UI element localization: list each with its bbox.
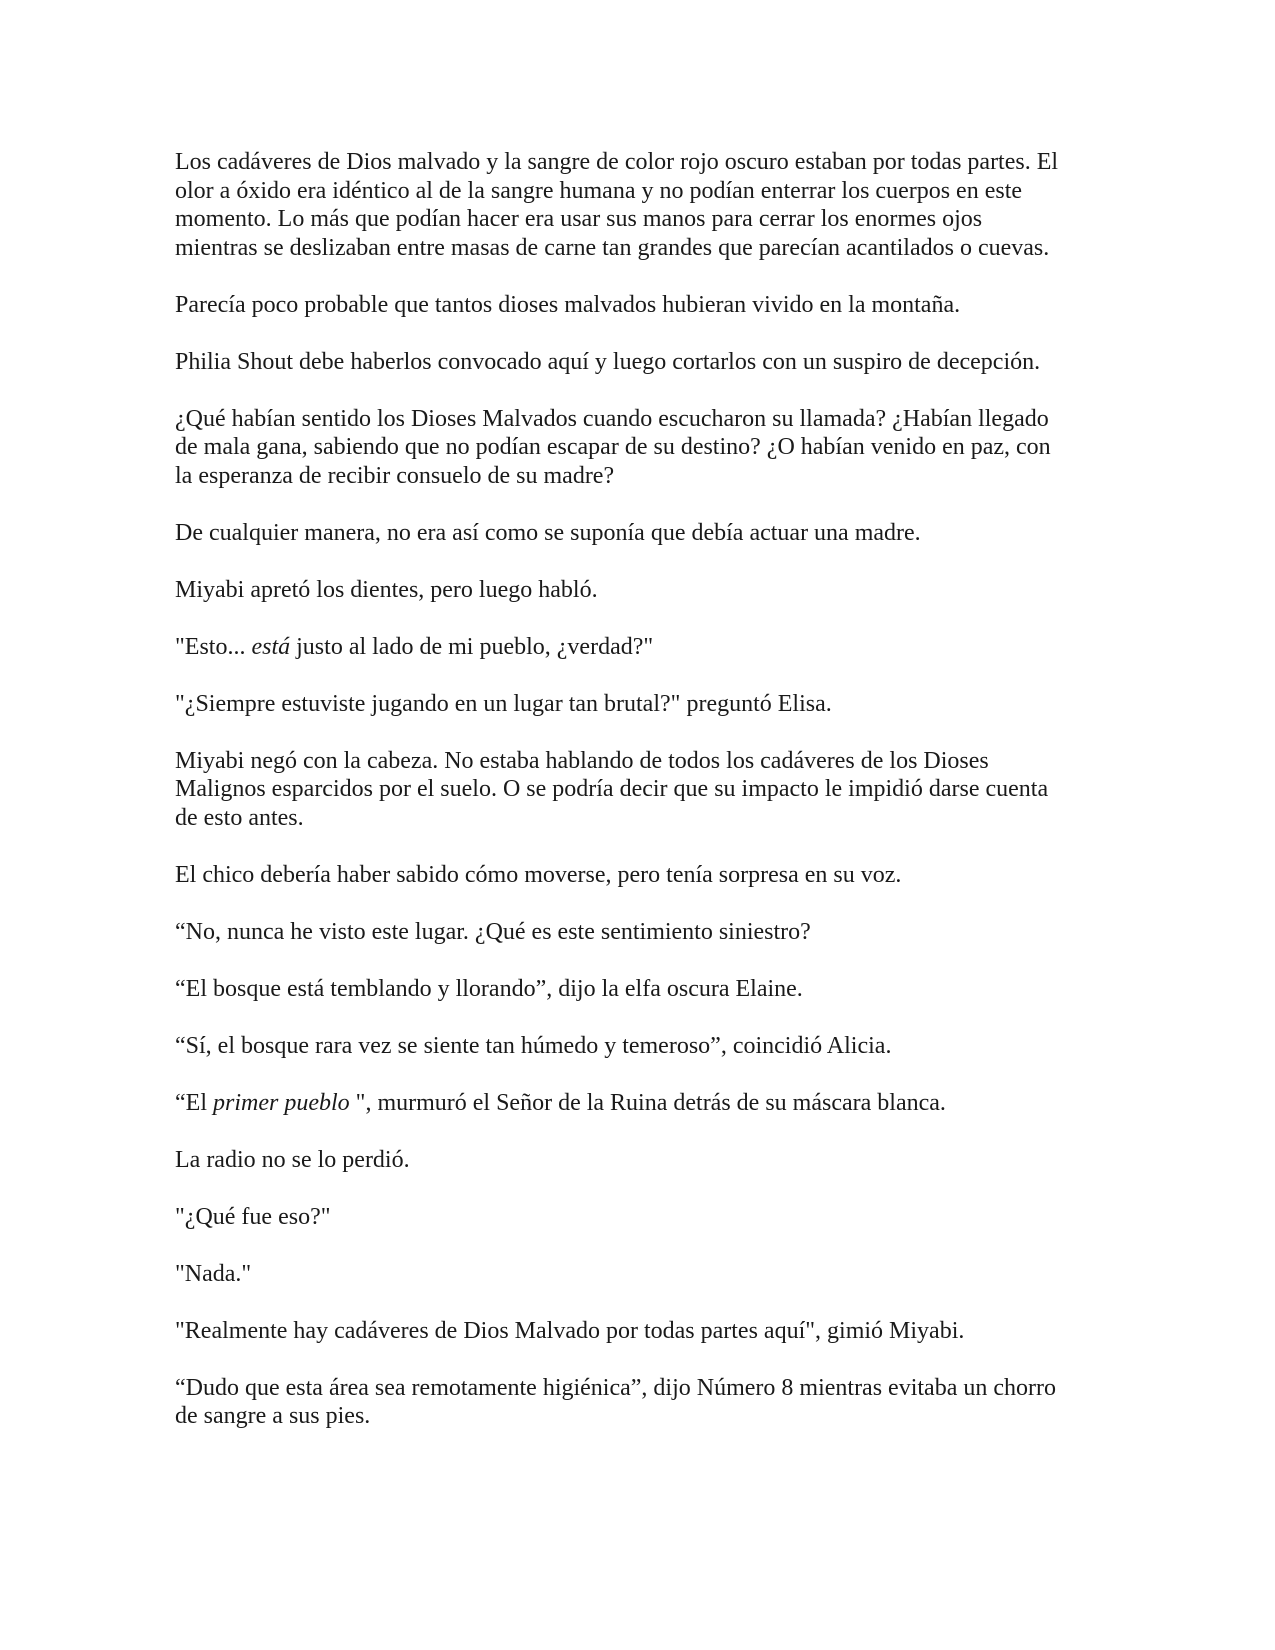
text-line: de esto antes.: [175, 804, 304, 831]
text-line: “El primer pueblo ", murmuró el Señor de la Ruina detrás de su máscara blanca.: [175, 1089, 946, 1116]
text-line: Philia Shout debe haberlos convocado aquí y luego cortarlos con un suspiro de decepción.: [175, 348, 1041, 375]
paragraph: [175, 975, 1105, 1004]
paragraph: [175, 1089, 1105, 1118]
text-line: El chico debería haber sabido cómo moverse, pero tenía sorpresa en su voz.: [175, 861, 902, 888]
paragraph: [175, 519, 1105, 548]
paragraph: [175, 1203, 1105, 1232]
paragraph: [175, 1146, 1105, 1175]
paragraph: [175, 633, 1105, 662]
paragraph: [175, 1260, 1105, 1289]
italic-text: primer pueblo: [212, 1089, 350, 1116]
text-line: momento. Lo más que podían hacer era usar sus manos para cerrar los enormes ojos: [175, 206, 983, 232]
text-line: olor a óxido era idéntico al de la sangre humana y no podían enterrar los cuerpos en este: [175, 177, 1023, 204]
text-line: "Nada.": [175, 1260, 252, 1287]
italic-text: está: [251, 633, 291, 660]
text-line: "Esto... está justo al lado de mi pueblo, ¿verdad?": [175, 633, 654, 660]
paragraph: [175, 918, 1105, 947]
paragraph: [175, 861, 1105, 890]
paragraph: [175, 148, 1105, 262]
text-line: Malignos esparcidos por el suelo. O se podría decir que su impacto le impidió darse cuenta: [175, 776, 1049, 802]
text-line: de sangre a sus pies.: [175, 1403, 371, 1429]
document-page: [175, 148, 1105, 1459]
paragraph: [175, 1374, 1105, 1431]
paragraph: [175, 1032, 1105, 1061]
text-line: Miyabi negó con la cabeza. No estaba hablando de todos los cadáveres de los Dioses: [175, 747, 989, 774]
paragraph: [175, 1317, 1105, 1346]
text-line: Los cadáveres de Dios malvado y la sangre de color rojo oscuro estaban por todas partes. El: [175, 149, 1059, 175]
text-line: ¿Qué habían sentido los Dioses Malvados cuando escucharon su llamada? ¿Habían llegado: [175, 405, 1049, 432]
text-line: "¿Qué fue eso?": [175, 1203, 331, 1230]
text-line: “No, nunca he visto este lugar. ¿Qué es este sentimiento siniestro?: [175, 918, 811, 945]
text-line: De cualquier manera, no era así como se suponía que debía actuar una madre.: [175, 519, 921, 546]
paragraph: [175, 348, 1105, 377]
text-line: “Sí, el bosque rara vez se siente tan húmedo y temeroso”, coincidió Alicia.: [175, 1032, 892, 1059]
text-line: "¿Siempre estuviste jugando en un lugar tan brutal?" preguntó Elisa.: [175, 690, 832, 717]
paragraph: [175, 576, 1105, 605]
text-line: la esperanza de recibir consuelo de su madre?: [175, 462, 615, 489]
paragraph: [175, 405, 1105, 491]
text-line: Parecía poco probable que tantos dioses malvados hubieran vivido en la montaña.: [175, 291, 961, 318]
text-line: “El bosque está temblando y llorando”, dijo la elfa oscura Elaine.: [175, 975, 803, 1002]
text-line: Miyabi apretó los dientes, pero luego habló.: [175, 576, 598, 603]
paragraph: [175, 747, 1105, 833]
text-line: "Realmente hay cadáveres de Dios Malvado por todas partes aquí", gimió Miyabi.: [175, 1317, 965, 1344]
text-line: de mala gana, sabiendo que no podían escapar de su destino? ¿O habían venido en paz, con: [175, 434, 1051, 460]
paragraph: [175, 291, 1105, 320]
text-line: mientras se deslizaban entre masas de carne tan grandes que parecían acantilados o cuevas.: [175, 234, 1050, 261]
paragraph: [175, 690, 1105, 719]
text-line: “Dudo que esta área sea remotamente higiénica”, dijo Número 8 mientras evitaba un chorro: [175, 1374, 1056, 1401]
text-line: La radio no se lo perdió.: [175, 1146, 410, 1173]
